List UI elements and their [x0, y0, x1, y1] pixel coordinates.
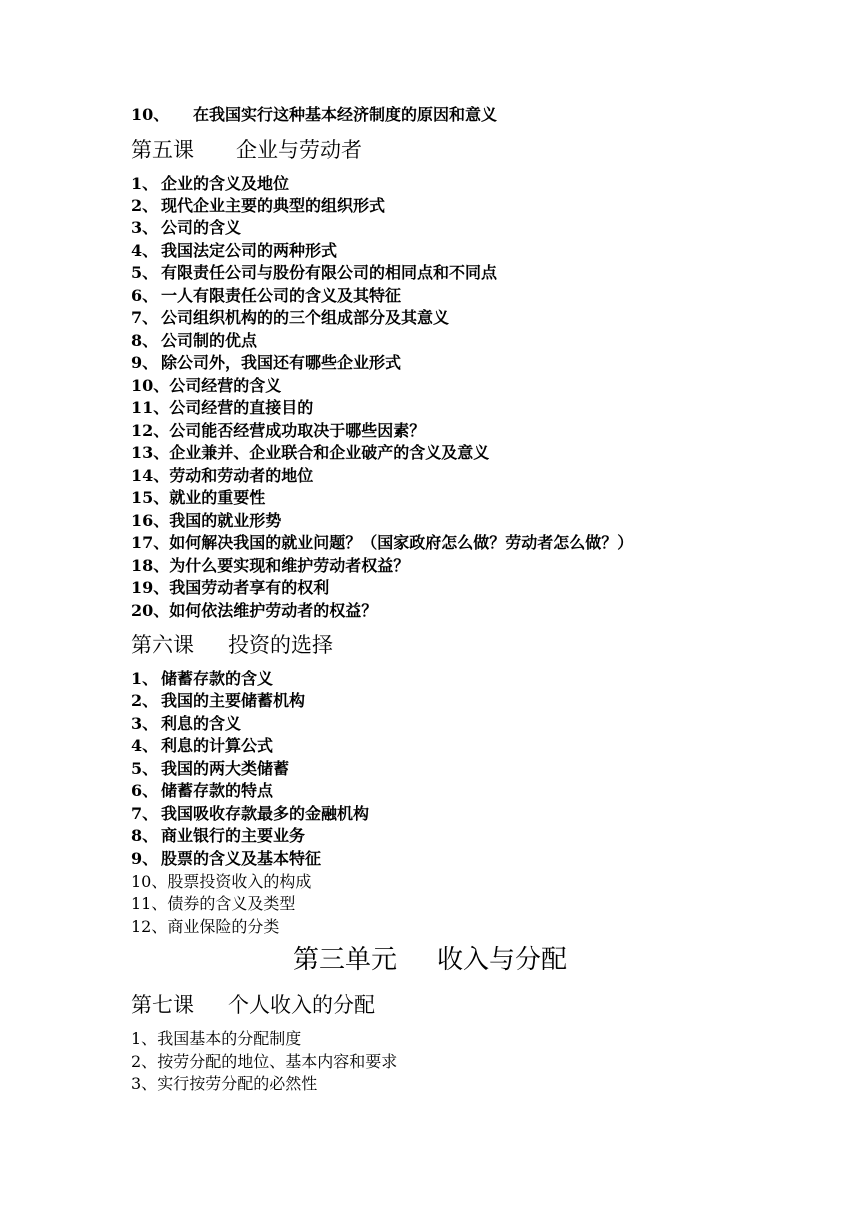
list-item-number: 17、: [131, 533, 170, 552]
list-item-text: 商业保险的分类: [167, 917, 280, 936]
list-item-number: 9、: [131, 849, 159, 868]
list-item-number: 3、: [131, 1074, 158, 1093]
list-item-text: 如何依法维护劳动者的权益？: [169, 601, 378, 620]
list-item-text: 利息的含义: [161, 714, 242, 733]
list-item: [131, 241, 337, 261]
list-item: [131, 578, 329, 598]
list-item: [131, 1074, 317, 1094]
lesson5-title-text: 企业与劳动者: [236, 138, 362, 162]
list-item-number: 10、: [131, 376, 170, 395]
list-item: [131, 533, 633, 553]
list-item-text: 股票的含义及基本特征: [161, 849, 322, 868]
lesson6-title-text: 投资的选择: [228, 633, 333, 657]
lesson6-title: [131, 632, 333, 658]
intro-line-number: 10、: [131, 105, 170, 124]
list-item-text: 商业银行的主要业务: [161, 826, 306, 845]
list-item: [131, 804, 369, 824]
list-item-text: 我国的就业形势: [169, 511, 282, 530]
list-item-text: 公司的含义: [161, 218, 242, 237]
list-item: [131, 218, 241, 238]
list-item-text: 企业的含义及地位: [161, 174, 290, 193]
list-item-number: 3、: [131, 218, 159, 237]
lesson7-title-number: 第七课: [131, 993, 194, 1017]
list-item-text: 劳动和劳动者的地位: [169, 466, 314, 485]
list-item-number: 11、: [131, 894, 168, 913]
lesson7-title: [131, 992, 375, 1018]
list-item-text: 股票投资收入的构成: [167, 872, 312, 891]
list-item-number: 6、: [131, 286, 159, 305]
list-item-text: 就业的重要性: [169, 488, 266, 507]
list-item-number: 11、: [131, 398, 170, 417]
list-item-number: 2、: [131, 1052, 158, 1071]
list-item-text: 如何解决我国的就业问题？（国家政府怎么做？劳动者怎么做？）: [169, 533, 634, 552]
list-item: [131, 781, 273, 801]
list-item: [131, 736, 273, 756]
list-item-number: 15、: [131, 488, 170, 507]
list-item-text: 现代企业主要的典型的组织形式: [161, 196, 386, 215]
list-item: [131, 759, 289, 779]
list-item-number: 19、: [131, 578, 170, 597]
list-item-text: 公司经营的含义: [169, 376, 282, 395]
list-item: [131, 1052, 397, 1072]
list-item: [131, 174, 289, 194]
list-item-number: 9、: [131, 353, 159, 372]
lesson5-title-number: 第五课: [131, 138, 194, 162]
list-item-text: 一人有限责任公司的含义及其特征: [161, 286, 402, 305]
lesson7-title-text: 个人收入的分配: [228, 993, 375, 1017]
list-item-number: 1、: [131, 174, 159, 193]
list-item-text: 利息的计算公式: [161, 736, 274, 755]
list-item-number: 3、: [131, 714, 159, 733]
list-item: [131, 353, 401, 373]
list-item-number: 4、: [131, 241, 159, 260]
list-item-number: 1、: [131, 1029, 158, 1048]
list-item-number: 7、: [131, 804, 159, 823]
list-item-text: 我国的主要储蓄机构: [161, 691, 306, 710]
list-item-text: 按劳分配的地位、基本内容和要求: [157, 1052, 398, 1071]
list-item: [131, 511, 281, 531]
list-item: [131, 917, 279, 937]
list-item-number: 5、: [131, 759, 159, 778]
list-item-text: 有限责任公司与股份有限公司的相同点和不同点: [161, 263, 498, 282]
list-item: [131, 872, 311, 892]
list-item-number: 20、: [131, 601, 170, 620]
list-item-text: 债券的含义及类型: [167, 894, 296, 913]
list-item: [131, 826, 305, 846]
list-item-text: 为什么要实现和维护劳动者权益？: [169, 556, 410, 575]
list-item: [131, 196, 385, 216]
lesson5-title: [131, 137, 362, 163]
list-item: [131, 331, 257, 351]
list-item-number: 7、: [131, 308, 159, 327]
list-item: [131, 263, 497, 283]
unit3-title-number: 第三单元: [292, 945, 397, 975]
list-item: [131, 601, 377, 621]
list-item: [131, 691, 305, 711]
list-item-number: 16、: [131, 511, 170, 530]
list-item-number: 6、: [131, 781, 159, 800]
list-item-text: 公司组织机构的的三个组成部分及其意义: [161, 308, 450, 327]
lesson6-title-number: 第六课: [131, 633, 194, 657]
unit3-title: [0, 944, 860, 976]
list-item: [131, 443, 489, 463]
list-item: [131, 398, 313, 418]
list-item-text: 公司经营的直接目的: [169, 398, 314, 417]
list-item-text: 我国基本的分配制度: [157, 1029, 302, 1048]
list-item-number: 8、: [131, 331, 159, 350]
intro-line: [131, 105, 497, 125]
list-item-text: 储蓄存款的含义: [161, 669, 274, 688]
list-item: [131, 466, 313, 486]
list-item-number: 10、: [131, 872, 168, 891]
list-item: [131, 669, 273, 689]
list-item-text: 公司能否经营成功取决于哪些因素？: [169, 421, 426, 440]
list-item: [131, 1029, 301, 1049]
list-item: [131, 421, 425, 441]
list-item: [131, 894, 295, 914]
list-item-text: 我国劳动者享有的权利: [169, 578, 330, 597]
list-item-text: 企业兼并、企业联合和企业破产的含义及意义: [169, 443, 490, 462]
intro-line-text: 在我国实行这种基本经济制度的原因和意义: [193, 105, 498, 124]
list-item: [131, 376, 281, 396]
list-item-number: 4、: [131, 736, 159, 755]
list-item-number: 14、: [131, 466, 170, 485]
list-item-number: 8、: [131, 826, 159, 845]
list-item: [131, 308, 449, 328]
list-item-number: 13、: [131, 443, 170, 462]
list-item-text: 实行按劳分配的必然性: [157, 1074, 318, 1093]
list-item: [131, 286, 401, 306]
list-item: [131, 714, 241, 734]
list-item-number: 5、: [131, 263, 159, 282]
list-item-number: 2、: [131, 196, 159, 215]
list-item-number: 12、: [131, 421, 170, 440]
list-item-number: 2、: [131, 691, 159, 710]
list-item-number: 12、: [131, 917, 168, 936]
list-item-text: 公司制的优点: [161, 331, 258, 350]
list-item: [131, 488, 265, 508]
list-item: [131, 849, 321, 869]
unit3-title-text: 收入与分配: [437, 945, 568, 975]
list-item: [131, 556, 409, 576]
list-item-number: 18、: [131, 556, 170, 575]
list-item-text: 我国的两大类储蓄: [161, 759, 290, 778]
list-item-text: 除公司外，我国还有哪些企业形式: [161, 353, 402, 372]
list-item-text: 我国吸收存款最多的金融机构: [161, 804, 370, 823]
list-item-text: 储蓄存款的特点: [161, 781, 274, 800]
list-item-number: 1、: [131, 669, 159, 688]
list-item-text: 我国法定公司的两种形式: [161, 241, 338, 260]
